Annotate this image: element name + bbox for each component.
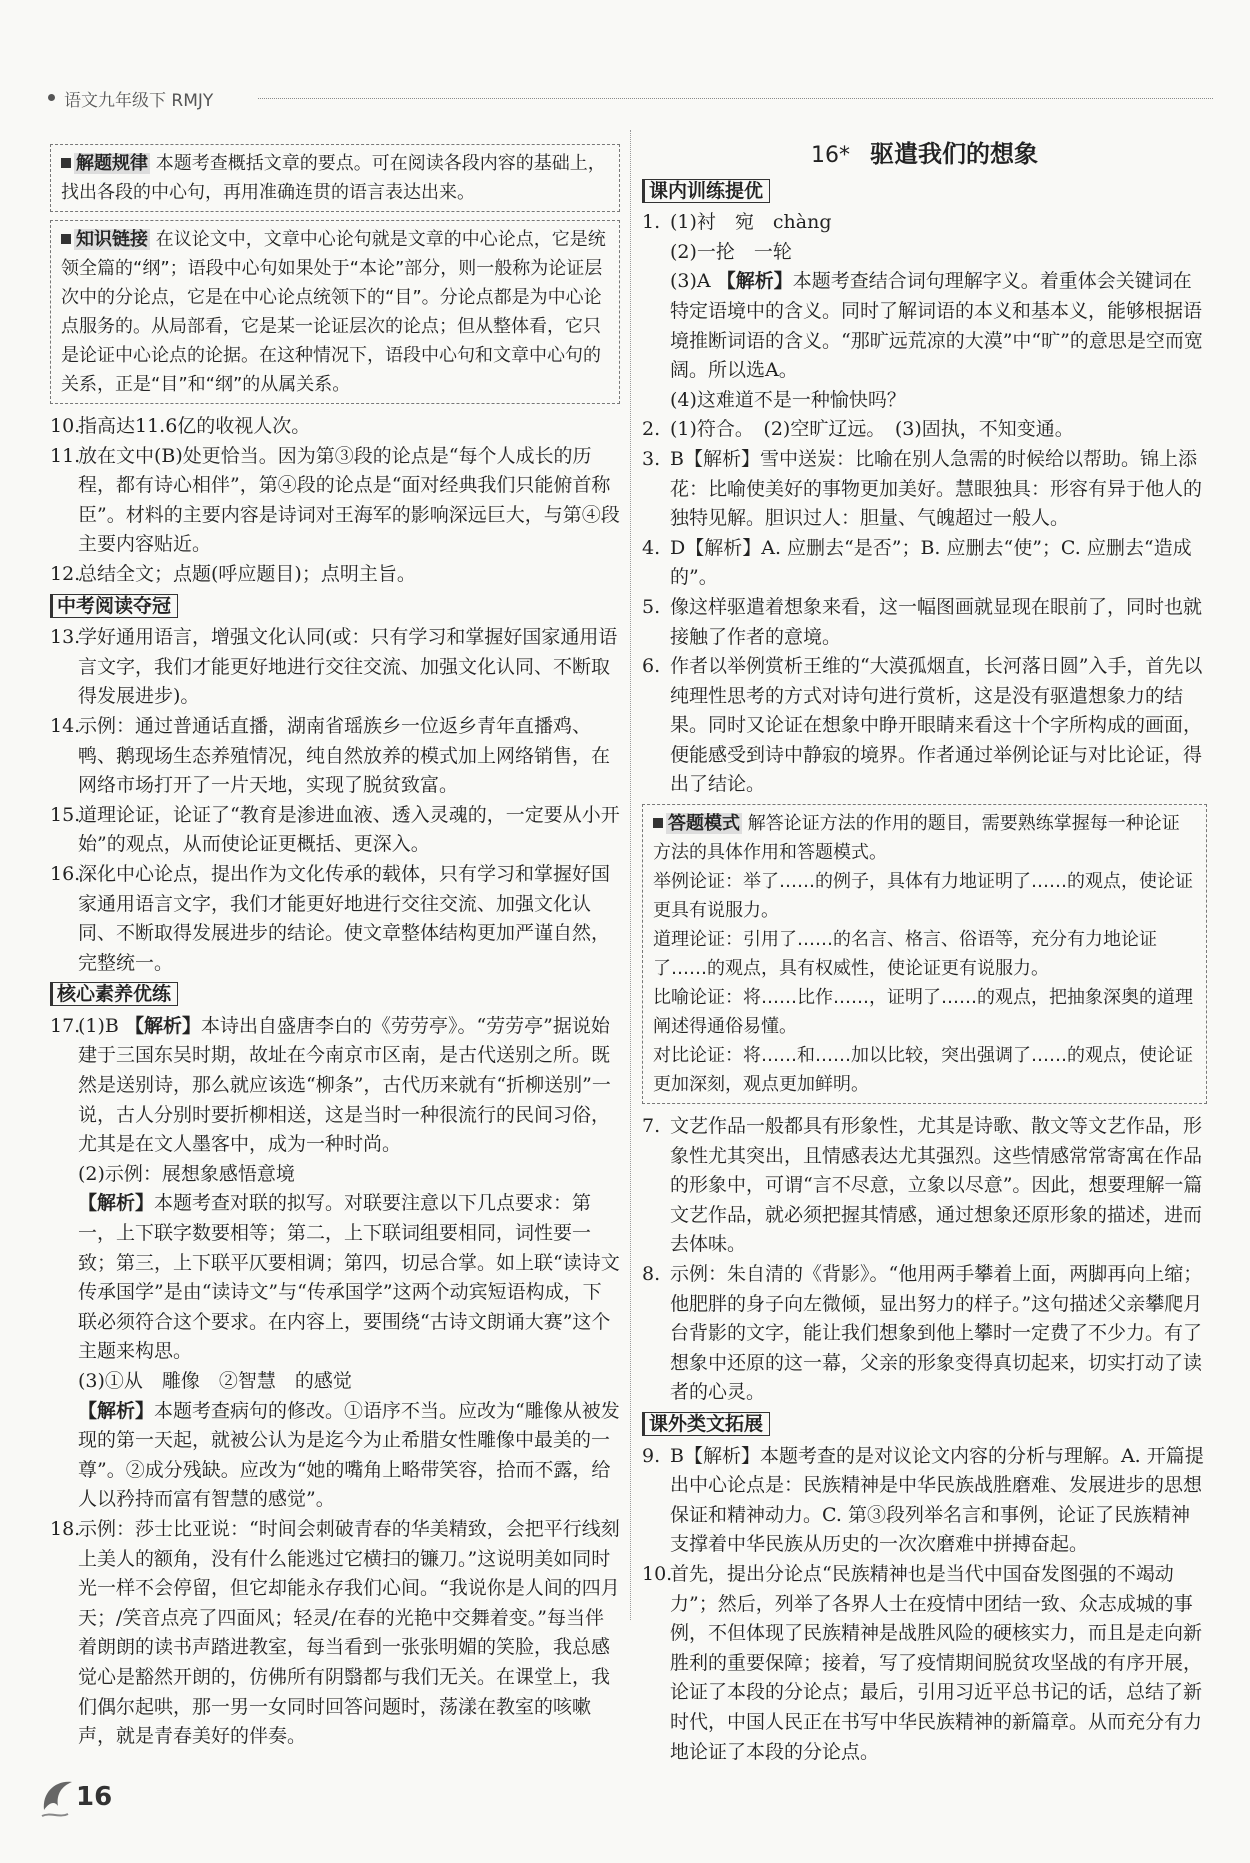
section-heading [642,177,1207,207]
tip-line: 举例论证：举了……的例子，具体有力地证明了……的观点，使论证更具有说服力。 [653,871,1193,922]
lesson-title-text: 驱遣我们的想象 [870,140,1038,168]
item-number: 9. [642,1444,661,1467]
header-book-title: 语文九年级下 RMJY [64,91,214,111]
item-text: (1)B [78,1014,119,1037]
analysis-tag: 【解析】 [124,1014,201,1037]
answer-item [642,1112,1207,1260]
tip-text: 在议论文中，文章中心论句就是文章的中心论点，它是统领全篇的“纲”；语段中心句如果处于“本论”部分，则一般称为论证层次中的分论点，它是在中心论点统领下的“目”。分论点都是为中心论点服务的。从局部看，它是某一论证层次的论点；但从整体看，它只是论证中心论点的论据。在这种情况下，语段中心句和文章中心句的关系，正是“目”和“纲”的从属关系。 [61,229,606,395]
page-number: 16 [76,1782,113,1812]
item-number: 13. [50,626,81,649]
item-text: 深化中心论点，提出作为文化传承的载体，只有学习和掌握好国家通用语言文字，我们才能更好地进行交往交流、加强文化认同、不断取得发展进步的结论。使文章整体结构更加严谨自然，完整统一。 [78,862,611,974]
page-footer [38,1770,148,1830]
square-icon [61,158,71,168]
answer-item [642,1260,1207,1408]
tip-box-rule [50,144,620,212]
item-text: D【解析】A. 应删去“是否”；B. 应删去“使”；C. 应删去“造成的”。 [670,536,1192,589]
item-number: 8. [642,1263,661,1286]
square-icon [61,234,71,244]
item-number: 3. [642,447,661,470]
item-text: 首先，提出分论点“民族精神也是当代中国奋发图强的不竭动力”；然后，列举了各界人士在疫情中团结一致、众志成城的事例，不但体现了民族精神是战胜风险的硬核实力，而且是走向新胜利的重要保障；接着，写了疫情期间脱贫攻坚战的有序开展，论证了本段的分论点；最后，引用习近平总书记的话，总结了新时代，中国人民正在书写中华民族精神的新篇章。从而充分有力地论证了本段的分论点。 [670,1562,1203,1763]
item-text: (1)符合。 (2)空旷辽远。 (3)固执，不知变通。 [670,418,1074,441]
tip-line: 道理论证：引用了……的名言、格言、俗语等，充分有力地论证了……的观点，具有权威性，使论证更有说服力。 [653,929,1157,980]
tip-tag: 答题模式 [668,813,740,835]
tip-tag: 解题规律 [76,153,148,174]
answer-item [642,445,1207,534]
section-label: 中考阅读夺冠 [50,594,178,618]
item-number: 15. [50,803,81,826]
item-text: (3)A [670,270,711,293]
right-column [642,140,1207,1767]
tip-text: 解答论证方法的作用的题目，需要熟练掌握每一种论证方法的具体作用和答题模式。 [653,813,1180,864]
analysis-tag: 【解析】 [716,270,793,293]
item-number: 5. [642,595,661,618]
header-rule [258,98,1213,99]
analysis-tag: 【解析】 [78,1192,155,1215]
item-text: (2)一抡 一轮 [670,240,792,263]
answer-item [642,652,1207,800]
column-divider [630,130,631,1620]
answer-item-17 [50,1012,620,1515]
section-label: 课外类文拓展 [642,1412,770,1436]
tip-line: 比喻论证：将……比作……，证明了……的观点，把抽象深奥的道理阐述得通俗易懂。 [653,987,1193,1038]
header-bullet [48,94,55,101]
lesson-title [642,140,1207,171]
answer-item [50,412,620,442]
tip-box-knowledge [50,220,620,404]
item-number: 6. [642,655,661,678]
answer-item [642,415,1207,445]
answer-item [642,1560,1207,1767]
lesson-number: 16* [811,143,850,168]
dolphin-logo-icon [38,1770,78,1826]
answer-item-18 [50,1515,620,1752]
tip-tag: 知识链接 [76,229,148,250]
item-text: (3)①从 雕像 ②智慧 的感觉 [78,1370,352,1392]
item-text: 本题考查对联的拟写。对联要注意以下几点要求：第一，上下联字数要相等；第二，上下联词组要相同，词性要一致；第三，上下联平仄要相调；第四，切忌合掌。如上联“读诗文传承国学”是由“读诗文”与“传承国学”这两个动宾短语构成，下联必须符合这个要求。在内容上，要围绕“古诗文朗诵大赛”这个主题来构思。 [78,1192,620,1363]
item-text: 总结全文；点题(呼应题目)；点明主旨。 [78,562,416,585]
answer-item [50,442,620,560]
item-text: 文艺作品一般都具有形象性，尤其是诗歌、散文等文艺作品，形象性尤其突出，且情感表达尤其强烈。这些情感常常寄寓在作品的形象中，可谓“言不尽意，立象以尽意”。因此，想要理解一篇文艺作品，就必须把握其情感，通过想象还原形象的描述，进而去体味。 [670,1115,1203,1256]
answer-item [50,712,620,801]
tip-line: 对比论证：将……和……加以比较，突出强调了……的观点，使论证更加深刻，观点更加鲜明。 [653,1045,1193,1096]
item-number: 14. [50,714,81,737]
item-text: 指高达11.6亿的收视人次。 [78,415,311,437]
item-number: 12. [50,562,81,585]
page-header [48,86,1213,110]
item-text: (4)这难道不是一种愉快吗？ [670,388,906,411]
section-heading [642,1410,1207,1440]
item-text: 像这样驱遣着想象来看，这一幅图画就显现在眼前了，同时也就接触了作者的意境。 [670,595,1203,648]
item-text: 本题考查结合词句理解字义。着重体会关键词在特定语境中的含义。同时了解词语的本义和基本义，能够根据语境推断词语的含义。“那旷远荒凉的大漠”中“旷”的意思是空而宽阔。所以选A。 [670,270,1203,382]
item-text: 示例：通过普通话直播，湖南省瑶族乡一位返乡青年直播鸡、鸭、鹅现场生态养殖情况，纯自然放养的模式加上网络销售，在网络市场打开了一片天地，实现了脱贫致富。 [78,714,611,797]
section-heading [50,980,620,1010]
item-text: 道理论证，论证了“教育是渗进血液、透入灵魂的，一定要从小开始”的观点，从而使论证更概括、更深入。 [78,803,620,856]
answer-item [50,623,620,712]
left-column [50,140,620,1752]
item-number: 2. [642,418,661,441]
item-text: (1)衬 宛 chàng [670,211,832,234]
answer-item [642,534,1207,593]
item-text: 示例：朱自清的《背影》。“他用两手攀着上面，两脚再向上缩；他肥胖的身子向左微倾，显出努力的样子。”这句描述父亲攀爬月台背影的文字，能让我们想象到他上攀时一定费了不少力。有了想象中还原的这一幕，父亲的形象变得真切起来，切实打动了读者的心灵。 [670,1263,1203,1404]
item-text: 作者以举例赏析王维的“大漠孤烟直，长河落日圆”入手，首先以纯理性思考的方式对诗句进行赏析，这是没有驱遣想象力的结果。同时又论证在想象中睁开眼睛来看这十个字所构成的画面，便能感受到诗中静寂的境界。作者通过举例论证与对比论证，得出了结论。 [670,655,1203,796]
item-text: 学好通用语言，增强文化认同(或：只有学习和掌握好国家通用语言文字，我们才能更好地进行交往交流、加强文化认同、不断取得发展进步)。 [78,626,618,708]
answer-item [50,801,620,860]
analysis-tag: 【解析】 [78,1399,155,1422]
item-text: 示例：莎士比亚说：“时间会刺破青春的华美精致，会把平行线刻上美人的额角，没有什么能逃过它横扫的镰刀。”这说明美如同时光一样不会停留，但它却能永存我们心间。“我说你是人间的四月天；/笑音点亮了四面风；轻灵/在春的光艳中交舞着变。”每当伴着朗朗的读书声踏进教室，每当看到一张张明媚的笑脸，我总感觉心是豁然开朗的，仿佛所有阴翳都与我们无关。在课堂上，我们偶尔起哄，那一男一女同时回答问题时，荡漾在教室的咳嗽声，就是青春美好的伴奏。 [78,1517,620,1748]
item-text: (2)示例：展想象感悟意境 [78,1162,295,1185]
item-number: 4. [642,536,661,559]
section-heading [50,592,620,622]
item-number: 10. [50,415,81,437]
answer-item [50,860,620,978]
square-icon [653,818,663,828]
item-number: 1. [642,211,661,234]
answer-item [642,1442,1207,1560]
tip-text: 本题考查概括文章的要点。可在阅读各段内容的基础上，找出各段的中心句，再用准确连贯的语言表达出来。 [61,153,606,203]
item-text: B【解析】本题考查的是对议论文内容的分析与理解。A. 开篇提出中心论点是：民族精神是中华民族战胜磨难、发展进步的思想保证和精神动力。C. 第③段列举名言和事例，论证了民族精神支撑着中华民族从历史的一次次磨难中拼搏奋起。 [670,1444,1204,1556]
item-number: 7. [642,1115,661,1138]
answer-item-1 [642,208,1207,415]
item-text: 本诗出自盛唐李白的《劳劳亭》。“劳劳亭”据说始建于三国东吴时期，故址在今南京市区南，是古代送别之所。既然是送别诗，那么就应该选“柳条”，古代历来就有“折柳送别”一说，古人分别时要折柳相送，这是当时一种很流行的民间习俗，尤其是在文人墨客中，成为一种时尚。 [78,1014,611,1156]
answer-item [50,560,620,590]
answer-item [642,593,1207,652]
section-label: 核心素养优练 [50,982,178,1006]
item-text: B【解析】雪中送炭：比喻在别人急需的时候给以帮助。锦上添花：比喻使美好的事物更加美好。慧眼独具：形容有异于他人的独特见解。胆识过人：胆量、气魄超过一般人。 [670,447,1203,530]
item-number: 16. [50,862,81,885]
item-text: 本题考查病句的修改。①语序不当。应改为“雕像从被发现的第一天起，就被公认为是迄今为止希腊女性雕像中最美的一尊”。②成分残缺。应改为“她的嘴角上略带笑容，拾而不露，给人以矜持而富有智慧的感觉”。 [78,1399,620,1511]
item-number: 18. [50,1517,81,1540]
item-number: 17. [50,1014,81,1037]
item-text: 放在文中(B)处更恰当。因为第③段的论点是“每个人成长的历程，都有诗心相伴”，第④段的论点是“面对经典我们只能俯首称臣”。材料的主要内容是诗词对王海军的影响深远巨大，与第④段主要内容贴近。 [78,444,620,556]
section-label: 课内训练提优 [642,179,770,203]
item-number: 11. [50,444,81,467]
tip-box-answer-pattern [642,804,1207,1104]
item-number: 10. [642,1562,673,1585]
